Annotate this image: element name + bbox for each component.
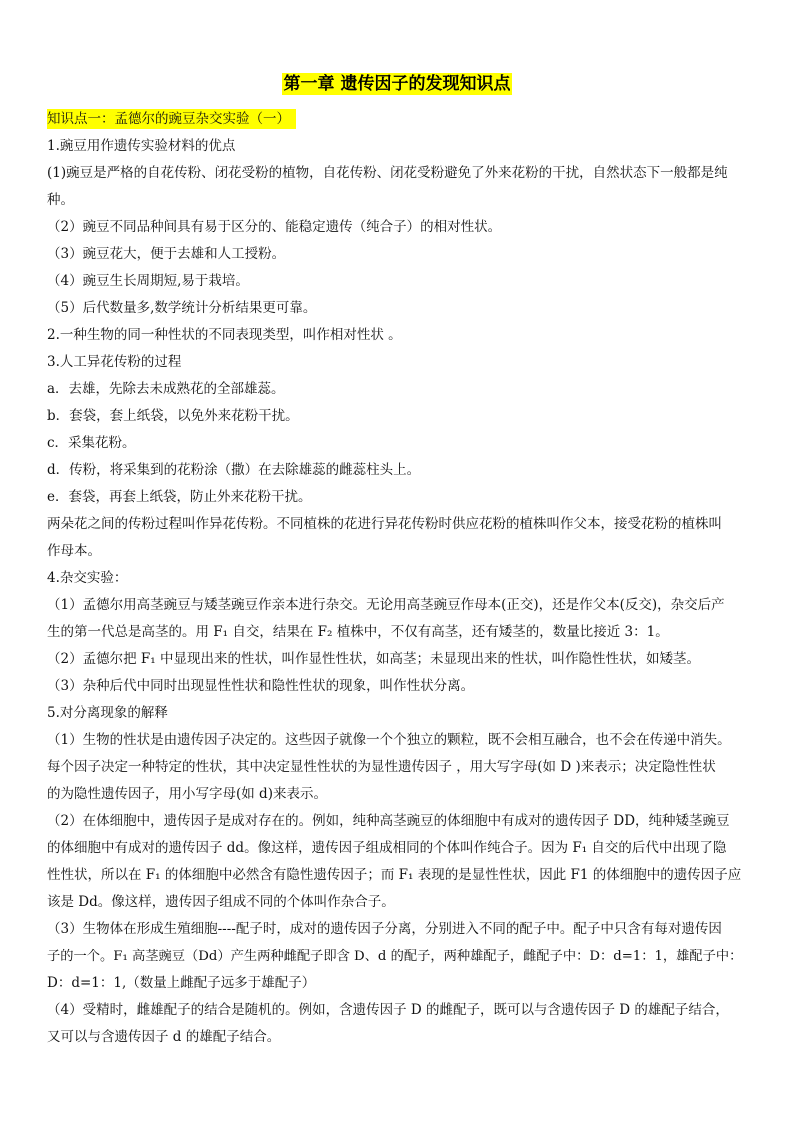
text-line: （3）生物体在形成生殖细胞----配子时，成对的遗传因子分离，分别进入不同的配子中。配子中只含有每对遗传因	[47, 921, 722, 937]
text-line: 每个因子决定一种特定的性状，其中决定显性性状的为显性遗传因子 ，用大写字母(如 D )来表示；决定隐性性状	[47, 759, 716, 775]
text-line: b．套袋，套上纸袋，以免外来花粉干扰。	[47, 408, 299, 424]
text-line: 5.对分离现象的解释	[47, 705, 168, 721]
text-line: 2.一种生物的同一种性状的不同表现类型，叫作相对性状 。	[47, 327, 402, 343]
text-line: （3）杂种后代中同时出现显性性状和隐性性状的现象，叫作性状分离。	[47, 678, 475, 694]
text-line: 4.杂交实验：	[47, 570, 128, 586]
text-line: 性性状，所以在 F₁ 的体细胞中必然含有隐性遗传因子；而 F₁ 表现的是显性性状，因此 F1 的体细胞中的遗传因子应	[47, 867, 742, 883]
text-line: 子的一个。F₁ 高茎豌豆（Dd）产生两种雌配子即含 D、d 的配子，两种雄配子，雌配子中：D：d=1：1，雄配子中：	[47, 949, 743, 964]
text-line: 又可以与含遗传因子 d 的雄配子结合。	[47, 1029, 281, 1045]
text-line: （3）豌豆花大，便于去雄和人工授粉。	[47, 246, 286, 262]
text-line: 两朵花之间的传粉过程叫作异花传粉。不同植株的花进行异花传粉时供应花粉的植株叫作父本，接受花粉的植株叫	[47, 516, 722, 532]
text-line: 生的第一代总是高茎的。用 F₁ 自交，结果在 F₂ 植株中，不仅有高茎，还有矮茎的，数量比接近 3：1。	[47, 624, 669, 640]
text-line: （1）孟德尔用高茎豌豆与矮茎豌豆作亲本进行杂交。无论用高茎豌豆作母本(正交)，还是作父本(反交)，杂交后产	[47, 597, 725, 613]
text-line: 的为隐性遗传因子，用小写字母(如 d)来表示。	[47, 786, 327, 802]
text-line: （1）生物的性状是由遗传因子决定的。这些因子就像一个个独立的颗粒，既不会相互融合，也不会在传递中消失。	[47, 732, 731, 748]
text-line: (1)豌豆是严格的自花传粉、闭花受粉的植物，自花传粉、闭花受粉避免了外来花粉的干扰，自然状态下一般都是纯	[47, 165, 728, 181]
text-line: a．去雄，先除去未成熟花的全部雄蕊。	[47, 381, 285, 397]
section-heading-row	[47, 106, 755, 133]
text-line: D：d=1：1,（数量上雌配子远多于雄配子）	[47, 975, 316, 991]
text-line: e．套袋，再套上纸袋，防止外来花粉干扰。	[47, 489, 312, 505]
text-line: 3.人工异花传粉的过程	[47, 354, 182, 370]
text-line: 该是 Dd。像这样，遗传因子组成不同的个体叫作杂合子。	[47, 894, 395, 910]
text-line: 作母本。	[47, 543, 101, 559]
text-line: （4）豌豆生长周期短,易于栽培。	[47, 273, 249, 289]
text-line: （5）后代数量多,数学统计分析结果更可靠。	[47, 300, 317, 316]
text-line: d．传粉，将采集到的花粉涂（撒）在去除雄蕊的雌蕊柱头上。	[47, 462, 421, 478]
text-line: （2）孟德尔把 F₁ 中显现出来的性状，叫作显性性状，如高茎；未显现出来的性状，叫作隐性性状，如矮茎。	[47, 651, 700, 667]
section-heading: 知识点一：孟德尔的豌豆杂交实验（一）	[47, 109, 296, 129]
text-line: （2）豌豆不同品种间具有易于区分的、能稳定遗传（纯合子）的相对性状。	[47, 219, 502, 235]
page-title: 第一章 遗传因子的发现知识点	[283, 74, 511, 94]
text-line: （4）受精时，雌雄配子的结合是随机的。例如，含遗传因子 D 的雌配子，既可以与含遗传因子 D 的雄配子结合，	[47, 1002, 729, 1018]
text-line: 种。	[47, 192, 74, 208]
text-line: 1.豌豆用作遗传实验材料的优点	[47, 138, 236, 154]
title-row	[0, 73, 794, 95]
text-line: c．采集花粉。	[47, 435, 136, 451]
document-body	[47, 106, 755, 1051]
text-line: （2）在体细胞中，遗传因子是成对存在的。例如，纯种高茎豌豆的体细胞中有成对的遗传因子 DD，纯种矮茎豌豆	[47, 813, 730, 829]
text-line: 的体细胞中有成对的遗传因子 dd。像这样，遗传因子组成相同的个体叫作纯合子。因为 F₁ 自交的后代中出现了隐	[47, 840, 727, 856]
